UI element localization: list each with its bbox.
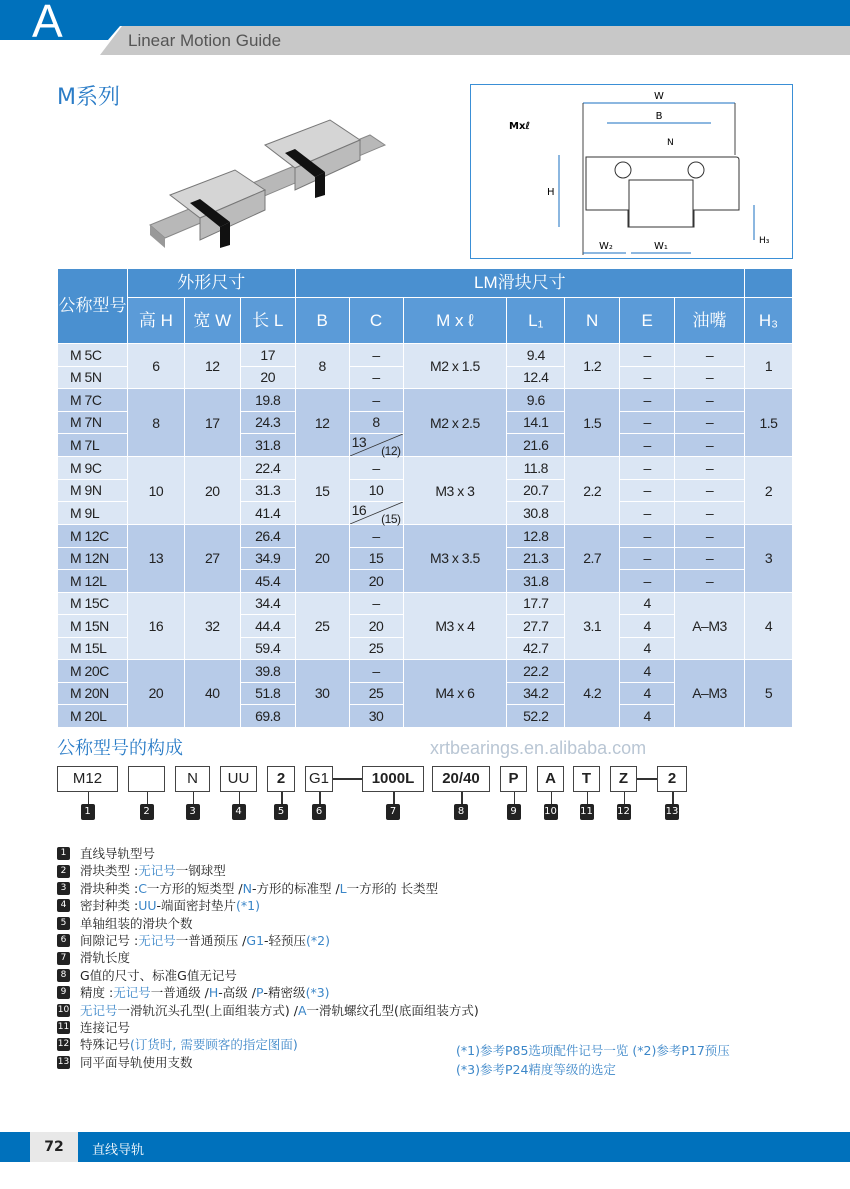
number-badge: 6 xyxy=(312,804,326,820)
header-h: 高 H xyxy=(127,298,184,344)
length-cell: 20 xyxy=(240,366,295,389)
mxl-cell: M3 x 4 xyxy=(403,592,507,660)
dash-separator xyxy=(637,778,657,780)
b-cell: 8 xyxy=(295,344,349,389)
table-row xyxy=(58,457,793,480)
h3-cell: 5 xyxy=(744,660,792,728)
model-cell: M 12L xyxy=(58,570,128,593)
model-cell: M 12C xyxy=(58,525,128,548)
length-cell: 24.3 xyxy=(240,411,295,434)
model-cell: M 9L xyxy=(58,502,128,525)
legend-text: G值的尺寸、标准G值无记号 xyxy=(80,967,237,983)
oil-cell: – xyxy=(675,457,745,480)
number-badge: 1 xyxy=(57,847,70,860)
code-box: A xyxy=(537,766,564,792)
header-mxl: M x ℓ xyxy=(403,298,507,344)
legend-text: 同平面导轨使用支数 xyxy=(80,1054,193,1070)
h3-cell: 1.5 xyxy=(744,389,792,457)
l1-cell: 14.1 xyxy=(507,411,565,434)
b-cell: 12 xyxy=(295,389,349,457)
length-cell: 22.4 xyxy=(240,457,295,480)
legend-item xyxy=(57,880,479,897)
number-badge: 11 xyxy=(57,1022,70,1033)
code-box: 2 xyxy=(657,766,687,792)
legend-text: 特殊记号 xyxy=(80,1037,131,1053)
page-number: 72 xyxy=(30,1132,78,1162)
table-row xyxy=(58,592,793,615)
model-cell: M 20C xyxy=(58,660,128,683)
b-cell: 20 xyxy=(295,525,349,593)
number-badge: 3 xyxy=(57,882,70,895)
header-h3: H₃ xyxy=(744,298,792,344)
legend-text: N xyxy=(242,880,252,896)
oil-cell: – xyxy=(675,344,745,367)
legend-text: (订货时, 需要顾客的指定图面) xyxy=(130,1037,298,1053)
n-cell: 3.1 xyxy=(565,592,620,660)
number-badge: 4 xyxy=(57,899,70,912)
h3-cell: 2 xyxy=(744,457,792,525)
legend-text: 无记号 xyxy=(138,863,176,879)
width-cell: 17 xyxy=(184,389,240,457)
connector-line xyxy=(624,792,626,804)
oil-cell: A–M3 xyxy=(675,660,745,728)
h3-cell: 1 xyxy=(744,344,792,389)
legend-text: (*1) xyxy=(236,898,260,914)
mxl-cell: M2 x 2.5 xyxy=(403,389,507,457)
model-cell: M 15L xyxy=(58,637,128,660)
c-cell: – xyxy=(349,389,403,412)
header-outer: 外形尺寸 xyxy=(127,269,295,298)
header-n: N xyxy=(565,298,620,344)
l1-cell: 20.7 xyxy=(507,479,565,502)
c-cell: – xyxy=(349,366,403,389)
number-badge: 5 xyxy=(57,917,70,930)
oil-cell: – xyxy=(675,479,745,502)
length-cell: 59.4 xyxy=(240,637,295,660)
l1-cell: 27.7 xyxy=(507,615,565,638)
e-cell: 4 xyxy=(620,660,675,683)
number-badge: 11 xyxy=(580,804,594,820)
length-cell: 39.8 xyxy=(240,660,295,683)
header-bar xyxy=(0,0,850,26)
legend-text: -轻预压 xyxy=(264,932,307,948)
connector-line xyxy=(514,792,516,804)
header-c: C xyxy=(349,298,403,344)
c-alt-value: (15) xyxy=(381,512,401,526)
legend-text: 一普通级 / xyxy=(150,985,209,1001)
l1-cell: 9.6 xyxy=(507,389,565,412)
legend-text: 滑轨长度 xyxy=(80,950,131,966)
code-box: 20/40 xyxy=(432,766,490,792)
table-row xyxy=(58,389,793,412)
header-b: B xyxy=(295,298,349,344)
connector-line xyxy=(239,792,241,804)
table-row xyxy=(58,660,793,683)
code-legend xyxy=(57,845,479,1071)
legend-text: 滑块种类 : xyxy=(80,880,139,896)
table-row xyxy=(58,344,793,367)
legend-item xyxy=(57,862,479,879)
legend-text: 单轴组装的滑块个数 xyxy=(80,915,193,931)
code-box: 1000L xyxy=(362,766,424,792)
legend-item xyxy=(57,1054,479,1071)
code-box: 2 xyxy=(267,766,295,792)
header-model: 公称型号 xyxy=(58,269,128,344)
number-badge: 6 xyxy=(57,934,70,947)
legend-text: 一方形的短类型 / xyxy=(146,880,243,896)
c-cell: 25 xyxy=(349,682,403,705)
width-cell: 32 xyxy=(184,592,240,660)
e-cell: – xyxy=(620,366,675,389)
number-badge: 13 xyxy=(57,1056,70,1067)
connector-line xyxy=(587,792,589,804)
l1-cell: 30.8 xyxy=(507,502,565,525)
width-cell: 12 xyxy=(184,344,240,389)
model-cell: M 7N xyxy=(58,411,128,434)
e-cell: 4 xyxy=(620,592,675,615)
split-cell xyxy=(350,434,403,456)
c-value: 13 xyxy=(351,434,367,450)
height-cell: 6 xyxy=(127,344,184,389)
b-cell: 25 xyxy=(295,592,349,660)
code-box: P xyxy=(500,766,527,792)
footnote: (*3)参考P24精度等级的选定 xyxy=(456,1062,616,1077)
connector-line xyxy=(551,792,553,804)
legend-item xyxy=(57,897,479,914)
connector-line xyxy=(193,792,195,804)
number-badge: 9 xyxy=(507,804,521,820)
mxl-cell: M3 x 3 xyxy=(403,457,507,525)
code-box: UU xyxy=(220,766,257,792)
length-cell: 17 xyxy=(240,344,295,367)
c-alt-value: (12) xyxy=(381,444,401,458)
number-badge: 5 xyxy=(274,804,288,820)
l1-cell: 11.8 xyxy=(507,457,565,480)
c-cell: 10 xyxy=(349,479,403,502)
e-cell: 4 xyxy=(620,615,675,638)
e-cell: 4 xyxy=(620,637,675,660)
legend-text: 一普通预压 / xyxy=(175,932,247,948)
header-oil: 油嘴 xyxy=(675,298,745,344)
code-box: N xyxy=(175,766,210,792)
c-cell xyxy=(349,434,403,457)
legend-text: UU xyxy=(138,898,157,914)
split-cell xyxy=(350,502,403,524)
label-mxl: Mxℓ xyxy=(509,121,531,132)
b-cell: 30 xyxy=(295,660,349,728)
c-cell xyxy=(349,502,403,525)
l1-cell: 34.2 xyxy=(507,682,565,705)
h3-cell: 4 xyxy=(744,592,792,660)
c-cell: 30 xyxy=(349,705,403,728)
c-cell: 20 xyxy=(349,615,403,638)
height-cell: 10 xyxy=(127,457,184,525)
l1-cell: 22.2 xyxy=(507,660,565,683)
l1-cell: 17.7 xyxy=(507,592,565,615)
b-cell: 15 xyxy=(295,457,349,525)
e-cell: – xyxy=(620,389,675,412)
code-box xyxy=(128,766,165,792)
legend-item xyxy=(57,984,479,1001)
height-cell: 13 xyxy=(127,525,184,593)
series-title: M系列 xyxy=(57,85,120,110)
c-cell: 15 xyxy=(349,547,403,570)
legend-item xyxy=(57,967,479,984)
e-cell: 4 xyxy=(620,682,675,705)
length-cell: 69.8 xyxy=(240,705,295,728)
legend-item xyxy=(57,845,479,862)
number-badge: 9 xyxy=(57,986,70,999)
n-cell: 1.5 xyxy=(565,389,620,457)
header-l1: L₁ xyxy=(507,298,565,344)
c-cell: – xyxy=(349,525,403,548)
connector-line xyxy=(319,792,321,804)
length-cell: 31.8 xyxy=(240,434,295,457)
e-cell: – xyxy=(620,457,675,480)
number-badge: 3 xyxy=(186,804,200,820)
label-w2: W₂ xyxy=(599,241,613,252)
legend-text: L xyxy=(339,880,347,896)
footnote: (*1)参考P85选项配件记号一览 (*2)参考P17预压 xyxy=(456,1043,730,1058)
label-w: W xyxy=(654,91,664,102)
length-cell: 26.4 xyxy=(240,525,295,548)
model-cell: M 9C xyxy=(58,457,128,480)
legend-item xyxy=(57,1019,479,1036)
e-cell: – xyxy=(620,411,675,434)
number-badge: 2 xyxy=(140,804,154,820)
oil-cell: – xyxy=(675,570,745,593)
oil-cell: – xyxy=(675,434,745,457)
code-box: G1 xyxy=(305,766,333,792)
number-badge: 7 xyxy=(386,804,400,820)
e-cell: – xyxy=(620,344,675,367)
legend-text: -高级 / xyxy=(218,985,256,1001)
length-cell: 34.9 xyxy=(240,547,295,570)
width-cell: 20 xyxy=(184,457,240,525)
model-cell: M 20L xyxy=(58,705,128,728)
l1-cell: 52.2 xyxy=(507,705,565,728)
length-cell: 31.3 xyxy=(240,479,295,502)
l1-cell: 9.4 xyxy=(507,344,565,367)
width-cell: 40 xyxy=(184,660,240,728)
legend-text: 精度 : xyxy=(80,985,114,1001)
section-letter: A xyxy=(32,0,63,47)
c-cell: 20 xyxy=(349,570,403,593)
oil-cell: A–M3 xyxy=(675,592,745,660)
header-l: 长 L xyxy=(240,298,295,344)
height-cell: 8 xyxy=(127,389,184,457)
legend-text: (*3) xyxy=(305,985,330,1001)
height-cell: 20 xyxy=(127,660,184,728)
code-box: Z xyxy=(610,766,637,792)
l1-cell: 42.7 xyxy=(507,637,565,660)
cross-section-diagram xyxy=(470,84,793,259)
number-badge: 1 xyxy=(81,804,95,820)
legend-text: 一滑轨螺纹孔型(底面组装方式) xyxy=(306,1002,479,1018)
model-cell: M 5N xyxy=(58,366,128,389)
length-cell: 51.8 xyxy=(240,682,295,705)
model-cell: M 20N xyxy=(58,682,128,705)
legend-text: H xyxy=(208,985,219,1001)
width-cell: 27 xyxy=(184,525,240,593)
label-h3: H₃ xyxy=(759,236,770,246)
connector-line xyxy=(461,792,463,804)
height-cell: 16 xyxy=(127,592,184,660)
e-cell: – xyxy=(620,570,675,593)
mxl-cell: M3 x 3.5 xyxy=(403,525,507,593)
number-badge: 12 xyxy=(617,804,631,820)
length-cell: 34.4 xyxy=(240,592,295,615)
legend-item xyxy=(57,1002,479,1019)
length-cell: 44.4 xyxy=(240,615,295,638)
e-cell: – xyxy=(620,479,675,502)
model-cell: M 7L xyxy=(58,434,128,457)
legend-text: 间隙记号 : xyxy=(80,932,139,948)
code-section-title: 公称型号的构成 xyxy=(57,738,183,759)
number-badge: 8 xyxy=(57,969,70,982)
e-cell: – xyxy=(620,525,675,548)
dash-separator xyxy=(333,778,362,780)
number-badge: 4 xyxy=(232,804,246,820)
model-cell: M 9N xyxy=(58,479,128,502)
n-cell: 2.2 xyxy=(565,457,620,525)
length-cell: 41.4 xyxy=(240,502,295,525)
legend-text: 连接记号 xyxy=(80,1019,131,1035)
label-h: H xyxy=(547,187,555,198)
n-cell: 2.7 xyxy=(565,525,620,593)
code-box: T xyxy=(573,766,600,792)
header-blank xyxy=(744,269,792,298)
legend-text: 无记号 xyxy=(113,985,151,1001)
header-lm-block: LM滑块尺寸 xyxy=(295,269,744,298)
length-cell: 45.4 xyxy=(240,570,295,593)
table-row xyxy=(58,525,793,548)
number-badge: 2 xyxy=(57,865,70,878)
number-badge: 10 xyxy=(544,804,558,820)
label-w1: W₁ xyxy=(654,241,668,252)
oil-cell: – xyxy=(675,547,745,570)
model-cell: M 5C xyxy=(58,344,128,367)
number-badge: 10 xyxy=(57,1004,70,1015)
legend-item xyxy=(57,915,479,932)
c-value: 16 xyxy=(351,502,367,518)
c-cell: – xyxy=(349,592,403,615)
l1-cell: 12.4 xyxy=(507,366,565,389)
legend-text: 无记号 xyxy=(138,932,176,948)
label-n: N xyxy=(667,138,674,148)
legend-item xyxy=(57,949,479,966)
l1-cell: 31.8 xyxy=(507,570,565,593)
e-cell: 4 xyxy=(620,705,675,728)
footnotes xyxy=(456,1041,730,1079)
l1-cell: 12.8 xyxy=(507,525,565,548)
legend-text: 无记号 xyxy=(80,1002,118,1018)
header-w: 宽 W xyxy=(184,298,240,344)
product-photo xyxy=(140,100,400,260)
n-cell: 4.2 xyxy=(565,660,620,728)
legend-text: 滑块类型 : xyxy=(80,863,139,879)
model-cell: M 12N xyxy=(58,547,128,570)
e-cell: – xyxy=(620,547,675,570)
watermark-text: xrtbearings.en.alibaba.com xyxy=(430,738,647,758)
number-badge: 13 xyxy=(665,804,679,820)
legend-text: -方形的标准型 / xyxy=(251,880,340,896)
connector-line xyxy=(88,792,90,804)
oil-cell: – xyxy=(675,525,745,548)
connector-line xyxy=(672,792,674,804)
oil-cell: – xyxy=(675,366,745,389)
model-cell: M 15C xyxy=(58,592,128,615)
legend-text: 一滑轨沉头孔型(上面组装方式) / xyxy=(117,1002,298,1018)
c-cell: – xyxy=(349,457,403,480)
oil-cell: – xyxy=(675,389,745,412)
l1-cell: 21.3 xyxy=(507,547,565,570)
header-e: E xyxy=(620,298,675,344)
footer-title: 直线导轨 xyxy=(92,1143,145,1158)
e-cell: – xyxy=(620,434,675,457)
model-cell: M 15N xyxy=(58,615,128,638)
connector-line xyxy=(147,792,149,804)
c-cell: 25 xyxy=(349,637,403,660)
legend-text: (*2) xyxy=(306,932,331,948)
legend-item xyxy=(57,932,479,949)
legend-text: -精密级 xyxy=(263,985,306,1001)
model-cell: M 7C xyxy=(58,389,128,412)
spec-table xyxy=(57,268,793,728)
n-cell: 1.2 xyxy=(565,344,620,389)
mxl-cell: M2 x 1.5 xyxy=(403,344,507,389)
length-cell: 19.8 xyxy=(240,389,295,412)
legend-text: P xyxy=(256,985,264,1001)
legend-text: -端面密封垫片 xyxy=(156,898,237,914)
code-box: M12 xyxy=(57,766,118,792)
c-cell: – xyxy=(349,660,403,683)
h3-cell: 3 xyxy=(744,525,792,593)
e-cell: – xyxy=(620,502,675,525)
legend-text: 一方形的 长类型 xyxy=(346,880,439,896)
connector-line xyxy=(281,792,283,804)
legend-text: C xyxy=(138,880,147,896)
mxl-cell: M4 x 6 xyxy=(403,660,507,728)
connector-line xyxy=(393,792,395,804)
legend-text: 一钢球型 xyxy=(175,863,226,879)
legend-text: 直线导轨型号 xyxy=(80,846,156,861)
label-b: B xyxy=(655,111,663,122)
legend-text: G1 xyxy=(246,932,265,948)
number-badge: 12 xyxy=(57,1039,70,1050)
c-cell: 8 xyxy=(349,411,403,434)
oil-cell: – xyxy=(675,502,745,525)
c-cell: – xyxy=(349,344,403,367)
number-badge: 8 xyxy=(454,804,468,820)
oil-cell: – xyxy=(675,411,745,434)
section-subtitle: Linear Motion Guide xyxy=(128,31,282,50)
legend-text: 密封种类 : xyxy=(80,898,139,914)
legend-item xyxy=(57,1036,479,1053)
l1-cell: 21.6 xyxy=(507,434,565,457)
number-badge: 7 xyxy=(57,952,70,965)
legend-text: A xyxy=(297,1002,307,1018)
